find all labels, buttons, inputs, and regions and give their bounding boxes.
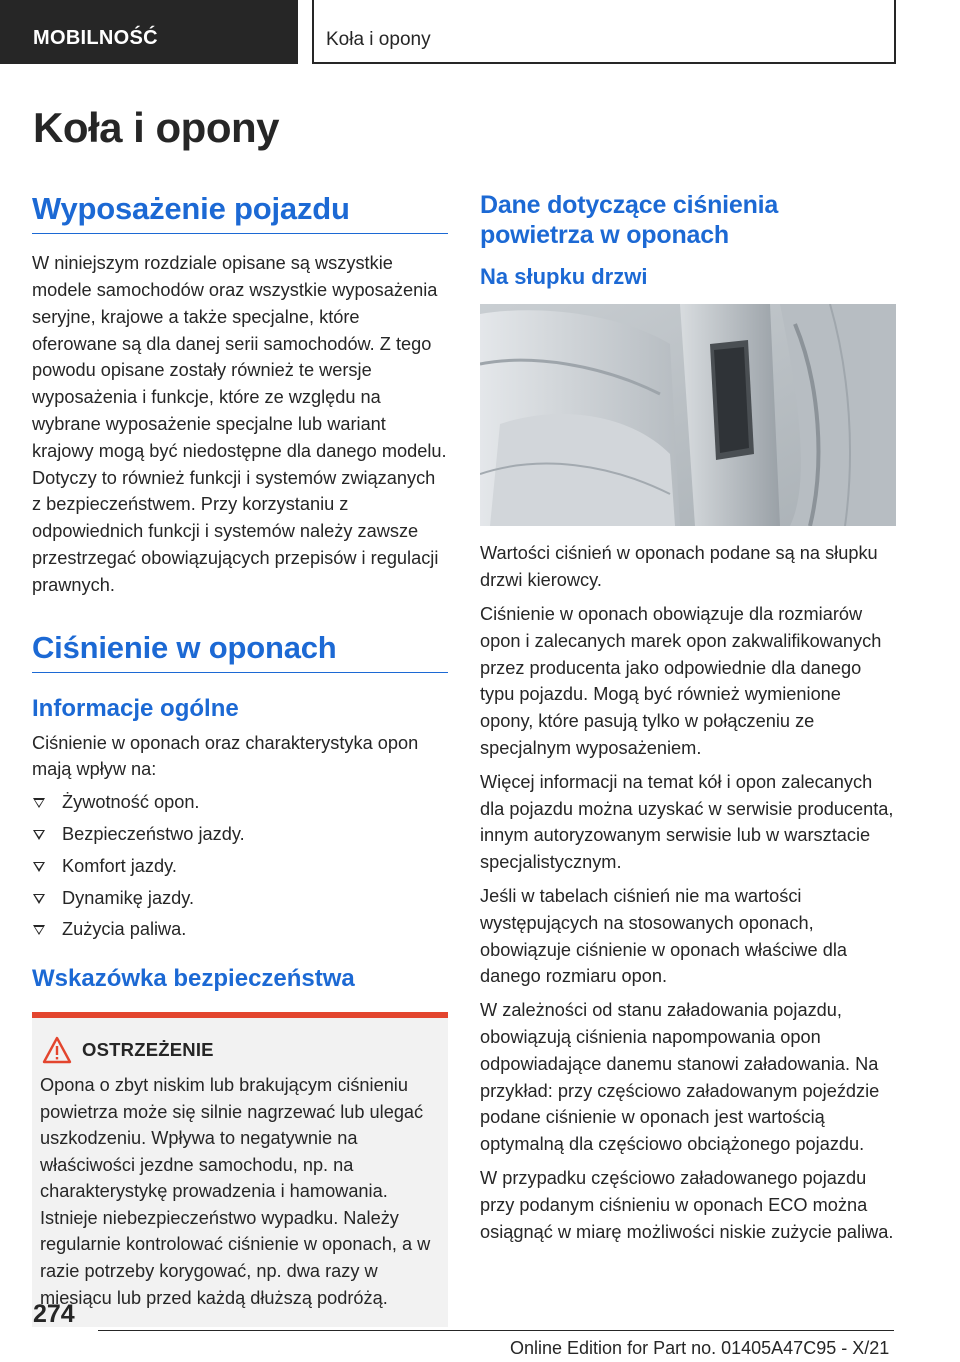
triangle-bullet-icon xyxy=(33,830,45,840)
paragraph-6: W przypadku częściowo załadowanego pojazdu przy podanym ciśnieniu w oponach ECO można osiągnąć w miarę możliwości niskie zużycie paliwa. xyxy=(480,1167,894,1242)
paragraph-3: Więcej informacji na temat kół i opon zalecanych dla pojazdu można uzyskać w serwisie producenta, innym autoryzowanym serwisie lub w warsztacie specjalistycznym. xyxy=(480,771,894,873)
paragraph-1: Wartości ciśnień w oponach podane są na słupku drzwi kierowcy. xyxy=(480,543,878,591)
equipment-text: W niniejszym rozdziale opisane są wszystkie modele samochodów oraz wszystkie wyposażenia seryjne, krajowe a także specjalne, które oferowane są dla danej serii samochodów. Z tego powodu opisane zostały również te wersje wyposażenia i funkcje, które ze względu na wybrane wyposażenie specjalne lub wariant krajowy mogą być niedostępne dla danego modelu. Dotyczy to również funkcji i systemów związanych z bezpieczeństwem. Przy korzystaniu z odpowiednich funkcji i systemów należy zawsze przestrzegać obowiązujących przepisów i regulacji prawnych. xyxy=(32,253,447,595)
list-item: Zużycia paliwa. xyxy=(32,916,448,943)
list-item: Komfort jazdy. xyxy=(32,853,448,880)
safety-heading: Wskazówka bezpieczeństwa xyxy=(32,965,355,993)
right-column xyxy=(480,190,896,1245)
general-heading: Informacje ogólne xyxy=(32,694,239,722)
triangle-bullet-icon xyxy=(33,798,45,808)
footer-divider xyxy=(98,1330,894,1331)
paragraph-4: Jeśli w tabelach ciśnień nie ma wartości występujących na stosowanych oponach, obowiązuje ciśnienie w oponach właściwe dla danego rozmiaru opon. xyxy=(480,885,847,987)
warning-text: Opona o zbyt niskim lub brakującym ciśnieniu powietrza może się silnie nagrzewać lub ulegać uszkodzeniu. Wpływa to negatywnie na właściwości jezdne samochodu, np. na charakterystykę prowadzenia i hamowania. Istnieje niebezpieczeństwo wypadku. Należy regularnie kontrolować ciśnienie w oponach, a w razie potrzeby korygować, np. dwa razy w miesiącu lub przed każdą dłuższą podróżą. xyxy=(40,1074,431,1308)
paragraph-5: W zależności od stanu załadowania pojazdu, obowiązują ciśnienia napompowania opon odpowiadające danemu stanowi załadowania. Na przykład: przy częściowo załadowanym pojeździe podane ciśnienie w oponach jest wartością optymalną dla częściowo obciążonego pojazdu. xyxy=(480,1000,880,1155)
triangle-bullet-icon xyxy=(33,925,45,935)
warning-title: OSTRZEŻENIE xyxy=(82,1038,214,1060)
general-intro: Ciśnienie w oponach oraz charakterystyka opon mają wpływ na: xyxy=(32,732,419,780)
header-chapter-tab xyxy=(312,0,896,64)
triangle-bullet-icon xyxy=(33,894,45,904)
tire-data-heading: Dane dotyczące ciśnienia powietrza w oponach xyxy=(480,191,779,249)
list-item: Bezpieczeństwo jazdy. xyxy=(32,821,448,848)
left-column xyxy=(32,190,448,1327)
footer-edition: Online Edition for Part no. 01405A47C95 - X/21 xyxy=(510,1338,890,1358)
triangle-bullet-icon xyxy=(33,862,45,872)
door-pillar-heading: Na słupku drzwi xyxy=(480,264,648,289)
equipment-heading: Wyposażenie pojazdu xyxy=(32,190,448,234)
door-pillar-illustration xyxy=(480,304,896,526)
warning-triangle-icon xyxy=(42,1036,72,1064)
header-chapter-label: Koła i opony xyxy=(326,29,431,50)
list-item: Dynamikę jazdy. xyxy=(32,885,448,912)
page-number: 274 xyxy=(33,1300,75,1328)
pressure-heading: Ciśnienie w oponach xyxy=(32,629,448,673)
door-pillar-photo xyxy=(480,304,896,526)
warning-box xyxy=(32,1012,448,1327)
list-item: Żywotność opon. xyxy=(32,789,448,816)
header-section-label: MOBILNOŚĆ xyxy=(33,27,158,49)
header-section-tab xyxy=(0,0,298,64)
effects-list xyxy=(32,789,448,943)
paragraph-2: Ciśnienie w oponach obowiązuje dla rozmiarów opon i zalecanych marek opon zakwalifikowanych przez producenta jako odpowiednie dla danego typu pojazdu. Mogą być również wymienione opony, które pasują tylko w połączeniu ze specjalnym wyposażeniem. xyxy=(480,603,882,758)
page-title: Koła i opony xyxy=(33,104,279,151)
